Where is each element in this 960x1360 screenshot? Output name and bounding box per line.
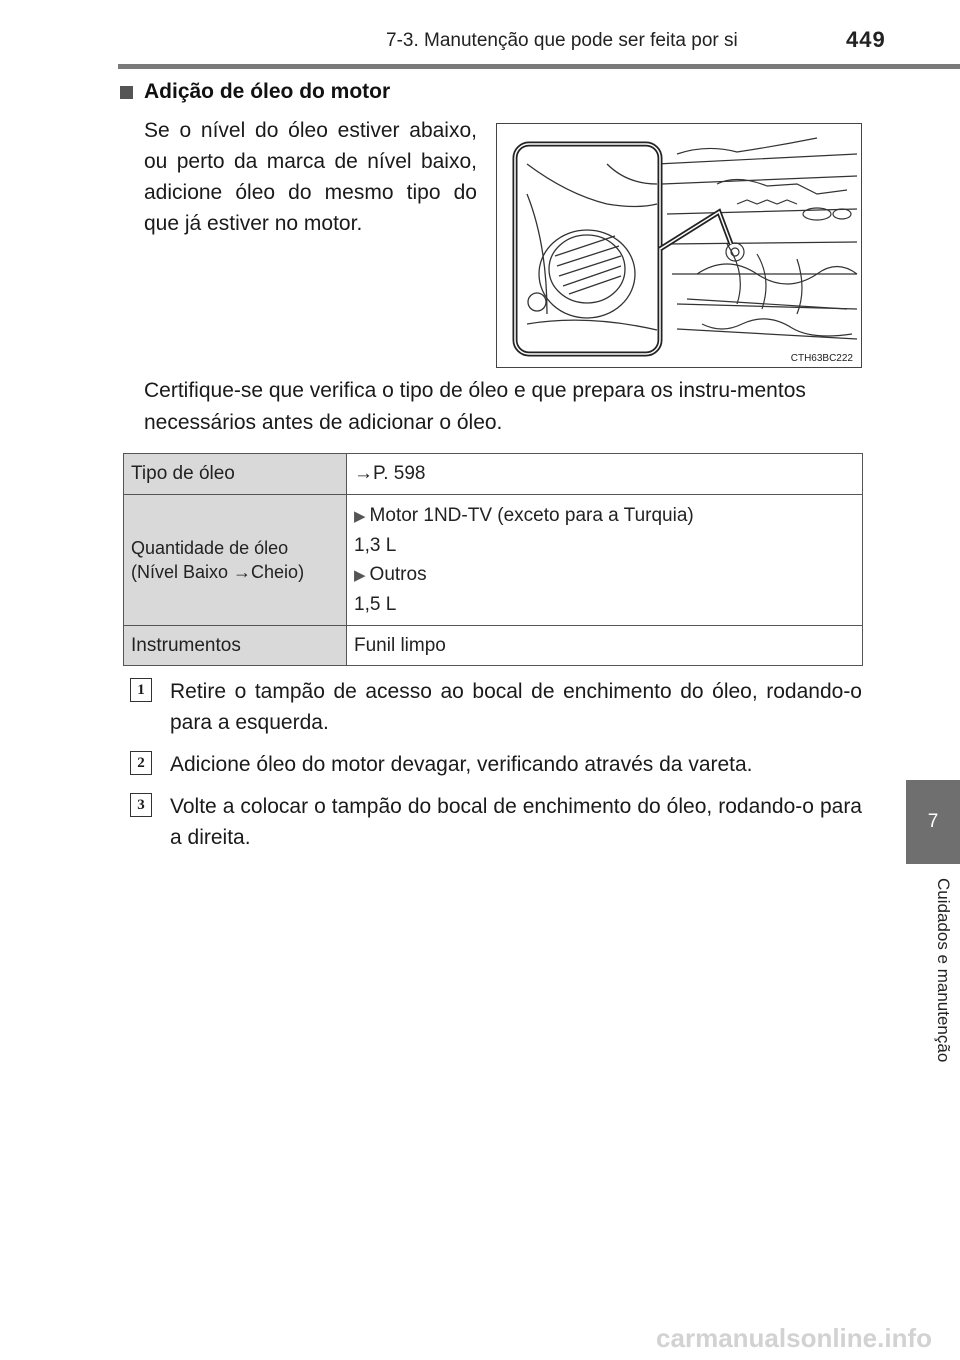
- site-watermark: carmanualsonline.info: [656, 1323, 932, 1353]
- tools-label: Instrumentos: [124, 626, 347, 666]
- table-row-tools: [124, 626, 863, 666]
- square-bullet-icon: [120, 86, 133, 99]
- header-rule: [118, 64, 960, 69]
- oil-type-value: [347, 454, 863, 495]
- chapter-tab-number: 7: [927, 811, 939, 832]
- oil-type-page-ref[interactable]: P. 598: [373, 463, 426, 484]
- oil-type-label: Tipo de óleo: [124, 454, 347, 495]
- page-header-title: 7-3. Manutenção que pode ser feita por si: [386, 30, 738, 51]
- step-number-badge: 3: [130, 793, 152, 817]
- steps-list: [130, 676, 862, 864]
- page-number: 449: [846, 27, 886, 52]
- preparation-note: Certifique-se que verifica o tipo de óleo e que prepara os instru-mentos necessários antes de adicionar o óleo.: [144, 379, 806, 434]
- figure-code: CTH63BC222: [790, 353, 853, 364]
- engine-bay-drawing: [497, 124, 862, 368]
- step-text: Retire o tampão de acesso ao bocal de enchimento do óleo, rodando-o para a esquerda.: [170, 680, 862, 734]
- engine-others-quantity: 1,5 L: [354, 594, 397, 615]
- oil-quantity-values: [347, 495, 863, 626]
- chapter-tab-label: Cuidados e manutenção: [934, 878, 953, 1063]
- intro-paragraph: Se o nível do óleo estiver abaixo, ou perto da marca de nível baixo, adicione óleo do mesmo tipo do que já estiver no motor.: [144, 119, 477, 235]
- table-row-oil-quantity: [124, 495, 863, 626]
- oil-quantity-label-line1: Quantidade de óleo: [131, 538, 289, 558]
- oil-quantity-label-line2: (Nível Baixo →Cheio): [131, 562, 305, 582]
- step-text: Volte a colocar o tampão do bocal de enchimento do óleo, rodando-o para a direita.: [170, 795, 862, 849]
- section-heading-text: Adição de óleo do motor: [144, 80, 391, 103]
- chapter-tab[interactable]: [906, 780, 960, 864]
- step-item: [130, 749, 862, 780]
- engine-1nd-tv-label: [354, 501, 855, 531]
- section-heading: [120, 80, 390, 104]
- step-item: [130, 791, 862, 853]
- arrow-right-icon: →: [354, 463, 373, 484]
- oil-filler-cap-illustration: [496, 123, 862, 368]
- engine-others-label: [354, 560, 855, 590]
- step-text: Adicione óleo do motor devagar, verificando através da vareta.: [170, 753, 753, 776]
- tools-value: Funil limpo: [347, 626, 863, 666]
- engine-1nd-tv-quantity: 1,3 L: [354, 535, 397, 556]
- step-item: [130, 676, 862, 738]
- table-row-oil-type: [124, 454, 863, 495]
- step-number-badge: 1: [130, 678, 152, 702]
- engine-1nd-tv-text: Motor 1ND-TV (exceto para a Turquia): [369, 505, 694, 526]
- oil-spec-table: [123, 453, 863, 666]
- oil-quantity-label: [124, 495, 347, 626]
- engine-others-text: Outros: [369, 564, 427, 585]
- step-number-badge: 2: [130, 751, 152, 775]
- triangle-bullet-icon: ▶: [354, 567, 366, 584]
- triangle-bullet-icon: ▶: [354, 508, 366, 525]
